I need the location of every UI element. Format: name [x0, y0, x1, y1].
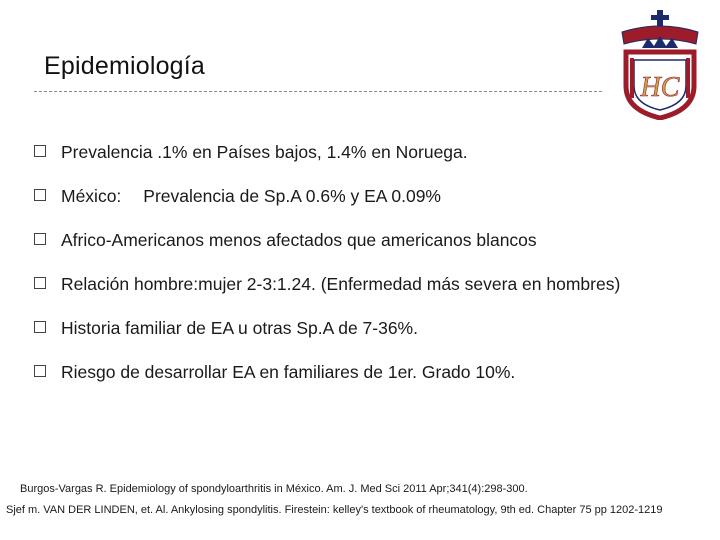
- title-underline: [34, 91, 602, 92]
- checkbox-bullet-icon: [34, 277, 46, 289]
- list-item: [34, 268, 704, 300]
- reference-1: Burgos-Vargas R. Epidemiology of spondyloarthritis in México. Am. J. Med Sci 2011 Apr;341(4):298-300.: [20, 483, 528, 495]
- list-item: [34, 224, 704, 256]
- checkbox-bullet-icon: [34, 321, 46, 333]
- bullet-label: México:: [61, 186, 122, 206]
- bullet-text: Relación hombre:mujer 2-3:1.24. (Enfermedad más severa en hombres): [61, 274, 621, 294]
- checkbox-bullet-icon: [34, 189, 46, 201]
- bullet-text: Prevalencia .1% en Países bajos, 1.4% en Noruega.: [61, 142, 468, 162]
- bullet-text: Riesgo de desarrollar EA en familiares de 1er. Grado 10%.: [61, 362, 516, 382]
- list-item: [34, 136, 704, 168]
- list-item: [34, 180, 704, 212]
- reference-2: Sjef m. VAN DER LINDEN, et. Al. Ankylosing spondylitis. Firestein: kelley's textbook of rheumatology, 9th ed. Chapter 75 pp 1202-1219: [6, 504, 663, 516]
- page-title: Epidemiología: [44, 52, 206, 80]
- bullet-text: Africo-Americanos menos afectados que americanos blancos: [61, 230, 537, 250]
- bullet-text: Historia familiar de EA u otras Sp.A de 7-36%.: [61, 318, 418, 338]
- checkbox-bullet-icon: [34, 233, 46, 245]
- bullet-text: Prevalencia de Sp.A 0.6% y EA 0.09%: [143, 186, 441, 206]
- bullet-list: [34, 136, 704, 400]
- svg-text:HC: HC: [640, 72, 680, 103]
- checkbox-bullet-icon: [34, 145, 46, 157]
- checkbox-bullet-icon: [34, 365, 46, 377]
- list-item: [34, 312, 704, 344]
- university-crest-icon: [612, 8, 708, 120]
- list-item: [34, 356, 704, 388]
